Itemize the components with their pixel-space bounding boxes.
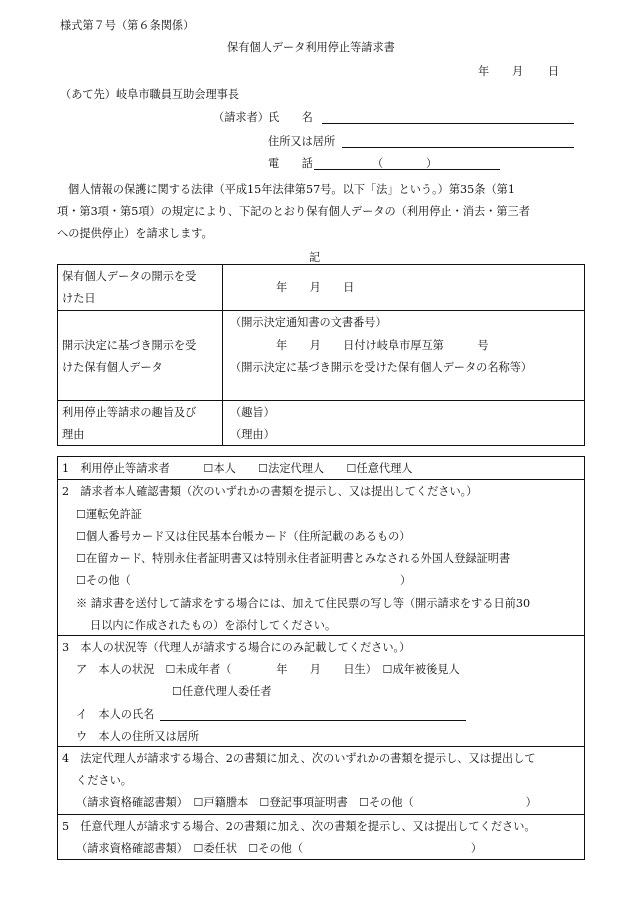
principal-name-field[interactable] bbox=[160, 720, 466, 721]
name-field[interactable] bbox=[322, 123, 574, 124]
table2-divider-3 bbox=[57, 746, 585, 747]
date-year-label: 年 bbox=[478, 65, 490, 78]
principal-address-label: ウ 本人の住所又は居所 bbox=[76, 730, 200, 743]
principal-status-proxy-delegator[interactable]: ☐任意代理人委任者 bbox=[172, 685, 272, 698]
data-name-label: （開示決定に基づき開示を受けた保有個人データの名称等） bbox=[230, 361, 533, 374]
body-line-2: 項・第3項・第5項）の規定により、下記のとおり保有個人データの（利用停止・消去・第三者 bbox=[57, 205, 530, 218]
body-line-1: 個人情報の保護に関する法律（平成15年法律第57号。以下「法」という。）第35条（第1 bbox=[68, 183, 515, 196]
id-doc-other[interactable]: ☐その他（ bbox=[76, 574, 131, 587]
legal-rep-line-2: ください。 bbox=[76, 774, 132, 787]
principal-name-label: イ 本人の氏名 bbox=[76, 708, 155, 721]
id-docs-note-1: ※ 請求書を送付して請求をする場合には、加えて住民票の写し等（開示請求をする日前30 bbox=[76, 597, 531, 610]
date-day-label: 日 bbox=[548, 65, 560, 78]
disclosed-data-label-2: けた保有個人データ bbox=[62, 361, 163, 374]
id-doc-residence-card[interactable]: ☐在留カード、特別永住者証明書又は特別永住者証明書とみなされる外国人登録証明書 bbox=[76, 552, 511, 565]
purpose-reason-label-2: 理由 bbox=[62, 428, 85, 441]
legal-rep-docs-row[interactable]: （請求資格確認書類） ☐戸籍謄本 ☐登記事項証明書 ☐その他（ ） bbox=[76, 796, 537, 809]
reason-field[interactable]: （理由） bbox=[230, 428, 275, 441]
document-number-label: （開示決定通知書の文書番号） bbox=[230, 316, 387, 329]
requester-type-row[interactable]: 1 利用停止等請求者 ☐本人 ☐法定代理人 ☐任意代理人 bbox=[62, 462, 413, 475]
phone-paren-close: ） bbox=[426, 157, 438, 170]
table2-divider-1 bbox=[57, 479, 585, 480]
disclosed-data-label-1: 開示決定に基づき開示を受 bbox=[62, 339, 197, 352]
document-number-field[interactable]: 年 月 日付け岐阜市厚互第 号 bbox=[276, 339, 489, 352]
date-month-label: 月 bbox=[512, 65, 524, 78]
ki-label: 記 bbox=[309, 251, 321, 264]
legal-rep-line-1: 4 法定代理人が請求する場合、2の書類に加え、次のいずれかの書類を提示し、又は提出して bbox=[62, 752, 536, 765]
name-label: 氏 名 bbox=[268, 111, 313, 124]
table1-row-divider-2 bbox=[57, 400, 585, 401]
phone-paren-open: （ bbox=[372, 157, 384, 170]
disclosure-date-label-2: けた日 bbox=[62, 292, 96, 305]
table1-row-divider-1 bbox=[57, 310, 585, 311]
id-doc-drivers-license[interactable]: ☐運転免許証 bbox=[76, 508, 142, 521]
table2-divider-4 bbox=[57, 814, 585, 815]
id-doc-other-close: ） bbox=[400, 574, 412, 587]
voluntary-rep-line-1: 5 任意代理人が請求する場合、2の書類に加え、次の書類を提示し、又は提出してください。 bbox=[62, 820, 536, 833]
requester-label: （請求者） bbox=[213, 111, 269, 124]
table2-divider-2 bbox=[57, 635, 585, 636]
phone-label: 電 話 bbox=[268, 157, 313, 170]
id-docs-title: 2 請求者本人確認書類（次のいずれかの書類を提示し、又は提出してください。） bbox=[62, 485, 478, 498]
principal-status-row[interactable]: ア 本人の状況 ☐未成年者（ 年 月 日生） ☐成年被後見人 bbox=[76, 663, 460, 676]
disclosure-date-label-1: 保有個人データの開示を受 bbox=[62, 270, 197, 283]
purpose-reason-label-1: 利用停止等請求の趣旨及び bbox=[62, 406, 197, 419]
form-number: 様式第７号（第６条関係） bbox=[60, 19, 195, 32]
purpose-field[interactable]: （趣旨） bbox=[230, 406, 275, 419]
body-line-3: への提供停止）を請求します。 bbox=[57, 227, 213, 240]
table1-column-divider bbox=[222, 264, 223, 446]
phone-field[interactable] bbox=[314, 169, 500, 170]
addressee: （あて先）岐阜市職員互助会理事長 bbox=[60, 88, 240, 101]
principal-status-title: 3 本人の状況等（代理人が請求する場合にのみ記載してください。） bbox=[62, 641, 411, 654]
id-docs-note-2: 日以内に作成されたもの）を添付してください。 bbox=[90, 619, 337, 632]
address-label: 住所又は居所 bbox=[268, 135, 336, 148]
address-field[interactable] bbox=[342, 147, 574, 148]
id-doc-mynumber-card[interactable]: ☐個人番号カード又は住民基本台帳カード（住所記載のあるもの） bbox=[76, 530, 411, 543]
disclosure-date-field[interactable]: 年 月 日 bbox=[276, 281, 355, 294]
page-title: 保有個人データ利用停止等請求書 bbox=[227, 41, 395, 54]
voluntary-rep-docs-row[interactable]: （請求資格確認書類） ☐委任状 ☐その他（ ） bbox=[76, 842, 483, 855]
